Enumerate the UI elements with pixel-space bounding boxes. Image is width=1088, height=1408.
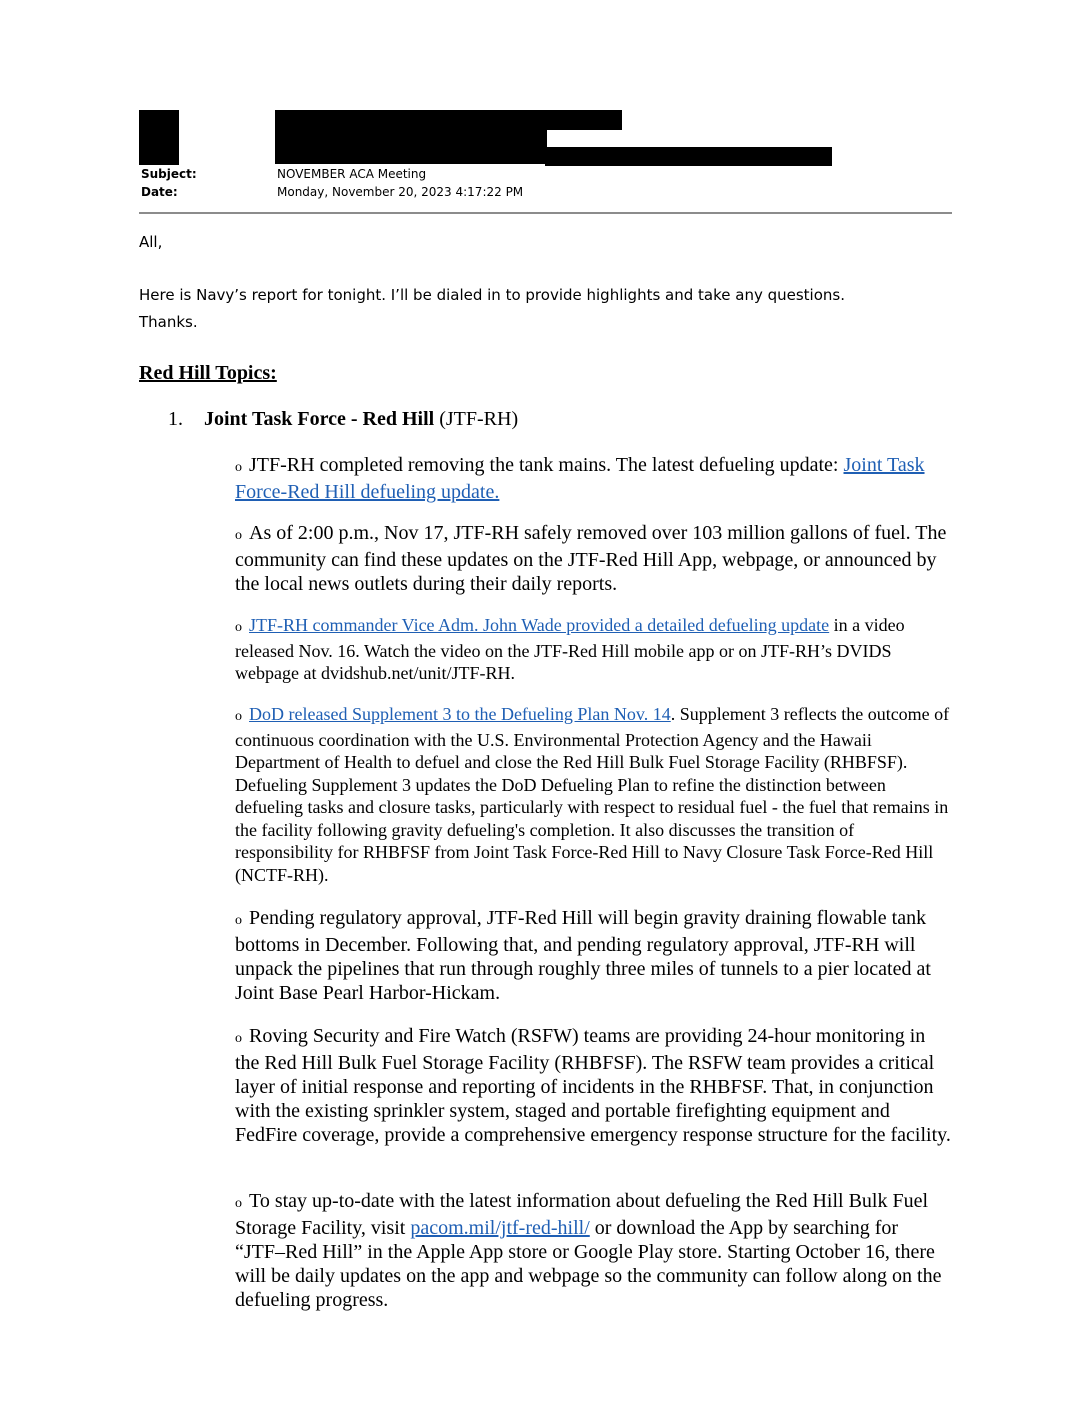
bullet-gravity-draining <box>235 906 951 1005</box>
list-item-title-rest: (JTF-RH) <box>434 408 519 430</box>
bullet-text: JTF-RH completed removing the tank mains. The latest defueling update: <box>249 454 844 476</box>
intro-line-1: Here is Navy’s report for tonight. I’ll be dialed in to provide highlights and take any questions. <box>139 286 845 304</box>
greeting: All, <box>139 233 163 251</box>
bullet-fire-watch <box>235 1024 951 1147</box>
bullet-text: Roving Security and Fire Watch (RSFW) teams are providing 24-hour monitoring in the Red Hill Bulk Fuel Storage Facility (RHBFSF). The RSFW team provides a critical layer of initial response and reporting of incidents in the RHBFSF. That, in conjunction with the existing sprinkler system, staged and portable firefighting equipment and FedFire coverage, provide a comprehensive emergency response structure for the facility. <box>235 1025 951 1146</box>
bullet-marker: o <box>235 709 242 724</box>
redaction-block-to-2 <box>275 128 547 164</box>
subject-label: Subject: <box>141 167 197 181</box>
bullet-marker: o <box>235 913 242 928</box>
section-heading: Red Hill Topics: <box>139 362 277 384</box>
bullet-text: As of 2:00 p.m., Nov 17, JTF-RH safely removed over 103 million gallons of fuel. The community can find these updates on the JTF-Red Hill App, webpage, or announced by the local news outlets during their daily reports. <box>235 522 947 595</box>
intro-line-2: Thanks. <box>139 313 198 331</box>
defueling-update-link[interactable]: Joint Task Force-Red Hill defueling update. <box>235 454 925 503</box>
redaction-block-to-1 <box>275 110 622 130</box>
supplement-3-link[interactable]: DoD released Supplement 3 to the Defueling Plan Nov. 14 <box>249 704 671 724</box>
date-label: Date: <box>141 185 178 199</box>
date-value: Monday, November 20, 2023 4:17:22 PM <box>277 185 524 199</box>
header-divider <box>139 212 952 214</box>
redaction-block-from <box>139 110 179 165</box>
bullet-text: in a video released Nov. 16. Watch the video on the JTF-Red Hill mobile app or on JTF-RH’s DVIDS webpage at dvidshub.net/unit/JTF-RH. <box>235 615 905 683</box>
bullet-text: . Supplement 3 reflects the outcome of continuous coordination with the U.S. Environmental Protection Agency and the Hawaii Department of Health to defuel and close the Red Hill Bulk Fuel Storage Facility (RHBFSF). Defueling Supplement 3 updates the DoD Defueling Plan to refine the distinction between defueling tasks and closure tasks, particularly with respect to residual fuel - the fuel that remains in the facility following gravity defueling's completion. It also discusses the transition of responsibility for RHBFSF from Joint Task Force-Red Hill to Navy Closure Task Force-Red Hill (NCTF-RH). <box>235 704 950 885</box>
redaction-block-to-3 <box>545 147 832 166</box>
list-item-title-bold: Joint Task Force - Red Hill <box>204 408 435 430</box>
bullet-gallons-removed <box>235 521 951 596</box>
subject-value: NOVEMBER ACA Meeting <box>277 167 427 181</box>
list-item-title <box>204 408 518 431</box>
bullet-commander-update <box>235 614 951 685</box>
bullet-marker: o <box>235 1031 242 1046</box>
bullet-marker: o <box>235 460 242 475</box>
bullet-tank-mains <box>235 453 951 504</box>
bullet-marker: o <box>235 1196 242 1211</box>
bullet-text-tail: or download the App by searching for “JTF–Red Hill” in the Apple App store or Google Play store. Starting October 16, there will be daily updates on the app and webpage so the community can follow along on the defueling progress. <box>235 1217 942 1311</box>
pacom-link[interactable]: pacom.mil/jtf-red-hill/ <box>410 1217 590 1239</box>
bullet-stay-up-to-date <box>235 1189 951 1312</box>
bullet-text: Pending regulatory approval, JTF-Red Hill will begin gravity draining flowable tank bottoms in December. Following that, and pending regulatory approval, JTF-RH will unpack the pipelines that run through roughly three miles of tunnels to a pier located at Joint Base Pearl Harbor-Hickam. <box>235 907 931 1004</box>
bullet-text: To stay up-to-date with the latest information about defueling the Red Hill Bulk Fuel Storage Facility, visit <box>235 1190 929 1239</box>
bullet-marker: o <box>235 528 242 543</box>
commander-update-link[interactable]: JTF-RH commander Vice Adm. John Wade provided a detailed defueling update <box>249 615 830 635</box>
bullet-marker: o <box>235 620 242 635</box>
list-item-number: 1. <box>168 408 183 430</box>
bullet-supplement-3 <box>235 703 951 886</box>
